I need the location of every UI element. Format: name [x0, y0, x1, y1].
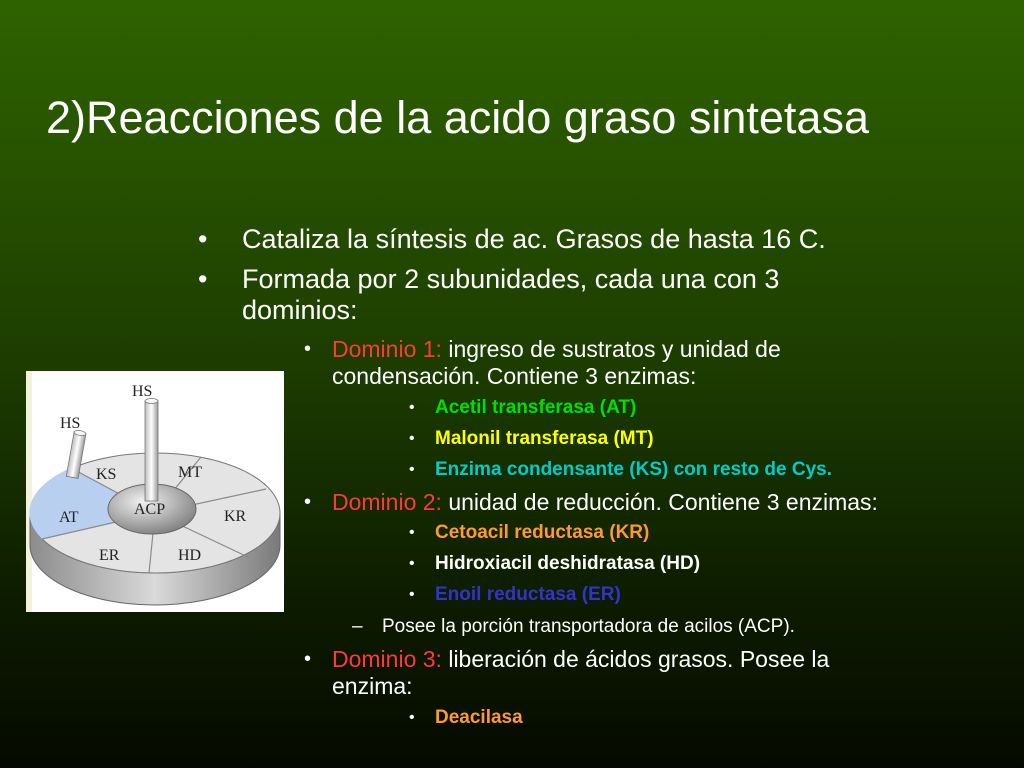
bullet-marker: • [409, 430, 415, 447]
dominio-2-label: Dominio 2 [332, 489, 436, 515]
bullet-marker: • [409, 461, 415, 478]
bullet-marker: • [304, 338, 312, 360]
slide-title: 2)Reacciones de la acido graso sintetasa [46, 92, 869, 143]
diagram-label-at: AT [59, 509, 79, 526]
dominio-1-text: ingreso de sustratos y unidad de [441, 336, 781, 362]
bullet-marker: • [409, 399, 415, 416]
acp-note-text: Posee la porción transportadora de acilos (ACP). [382, 616, 795, 637]
dominio-2-text: unidad de reducción. Contiene 3 enzimas: [441, 489, 878, 515]
enzyme-name: Acetil transferasa (AT) [435, 397, 637, 418]
diagram-label-acp: ACP [134, 501, 166, 518]
enzyme-name: Enzima condensante (KS) con resto de Cys. [435, 459, 832, 480]
synthase-wheel-illustration [26, 371, 284, 612]
enzyme-name: Hidroxiacil deshidratasa (HD) [435, 553, 701, 574]
dominio-3-colon: : [435, 646, 442, 672]
dominio-1-text-2: condensación. Contiene 3 enzimas: [332, 363, 697, 389]
dominio-2-colon: : [435, 489, 442, 515]
dominio-2-line [332, 489, 878, 515]
diagram-label-kr: KR [224, 508, 247, 525]
dominio-3-text-2: enzima: [332, 673, 413, 699]
dominio-1-line [332, 336, 781, 362]
bullet-marker: • [198, 224, 208, 254]
enzyme-name: Deacilasa [435, 707, 523, 728]
bullet-text: dominios: [242, 295, 358, 325]
enzyme-name: Malonil transferasa (MT) [435, 428, 654, 449]
dominio-1-label: Dominio 1 [332, 336, 436, 362]
enzyme-name: Cetoacil reductasa (KR) [435, 522, 650, 543]
bullet-marker: • [409, 555, 415, 572]
bullet-marker: • [409, 524, 415, 541]
diagram-label-hs-short: HS [60, 415, 81, 432]
bullet-text: Formada por 2 subunidades, cada una con 3 [242, 264, 780, 294]
dash-marker: – [352, 616, 363, 637]
fatty-acid-synthase-diagram [26, 371, 284, 612]
bullet-marker: • [304, 491, 312, 513]
edge-strip [26, 371, 32, 612]
diagram-label-hs-tall: HS [132, 383, 153, 400]
bullet-marker: • [409, 709, 415, 726]
bullet-marker: • [304, 648, 312, 670]
dominio-3-label: Dominio 3 [332, 646, 436, 672]
diagram-label-er: ER [99, 547, 120, 564]
diagram-label-hd: HD [178, 547, 202, 564]
enzyme-name: Enoil reductasa (ER) [435, 584, 621, 605]
dominio-3-text: liberación de ácidos grasos. Posee la [441, 646, 830, 672]
dominio-3-line [332, 646, 829, 672]
dominio-1-colon: : [435, 336, 442, 362]
bullet-marker: • [198, 264, 208, 294]
bullet-text: Cataliza la síntesis de ac. Grasos de hasta 16 C. [242, 224, 826, 254]
hs-rod-tall [145, 401, 158, 501]
bullet-marker: • [409, 586, 415, 603]
diagram-label-ks: KS [96, 466, 117, 483]
diagram-label-mt: MT [178, 464, 202, 481]
